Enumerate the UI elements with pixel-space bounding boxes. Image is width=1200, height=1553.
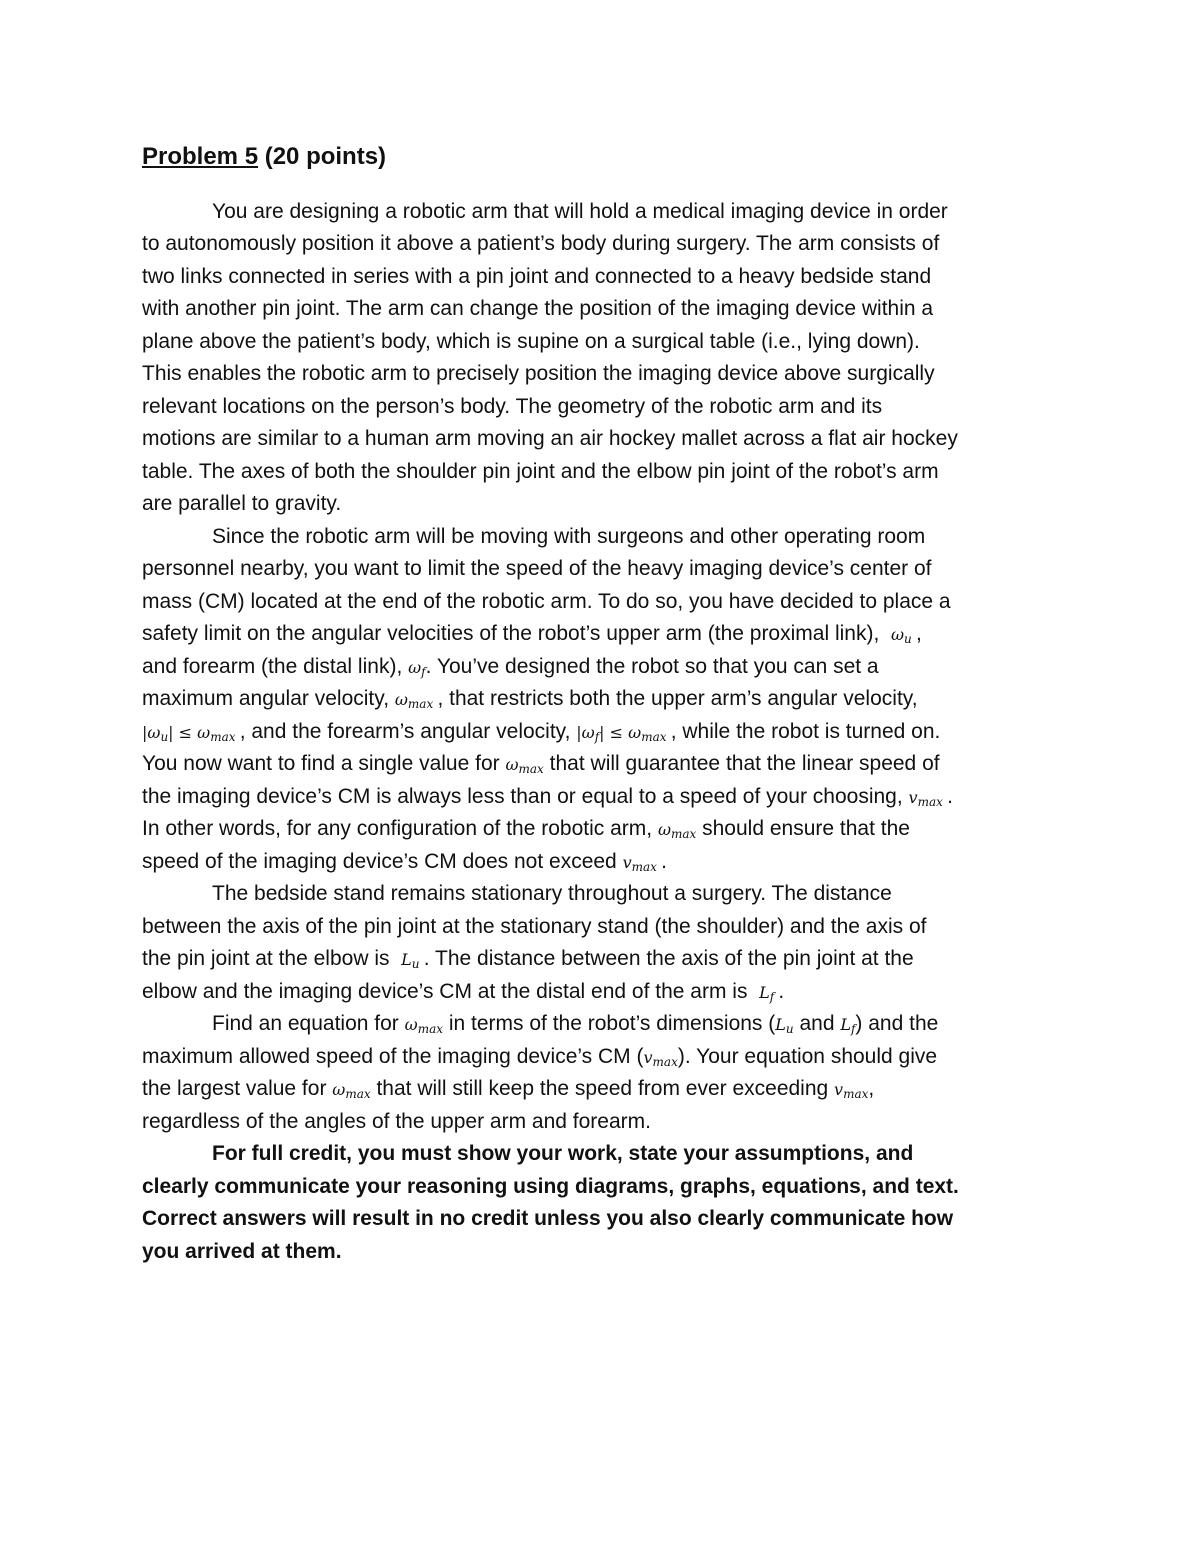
math-symbol: $v_{max}$ — [622, 852, 657, 874]
problem-text-line: the pin joint at the elbow is $L_u$ . The distance between the axis of the pin joint at the — [142, 947, 914, 972]
credit-note-line: For full credit, you must show your work, state your assumptions, and — [212, 1142, 914, 1166]
problem-text-line: speed of the imaging device’s CM does not exceed $v_{max}$ . — [142, 849, 667, 874]
credit-note-line: Correct answers will result in no credit unless you also clearly communicate how — [142, 1207, 954, 1231]
credit-note-line: you arrived at them. — [142, 1239, 342, 1263]
problem-text-line: the largest value for $\omega_{max}$ that will still keep the speed from ever exceeding $v_{max}$, — [142, 1077, 875, 1102]
problem-text-line: personnel nearby, you want to limit the speed of the heavy imaging device’s center of — [142, 557, 932, 581]
problem-text-line: and forearm (the distal link), $\omega_f$. You’ve designed the robot so that you can set a — [142, 654, 879, 679]
problem-text-line: You now want to find a single value for $\omega_{max}$ that will guarantee that the linear speed of — [142, 752, 940, 777]
math-symbol: $L_f$ — [759, 982, 775, 1004]
problem-text-line: This enables the robotic arm to precisely position the imaging device above surgically — [142, 362, 935, 386]
math-symbol: $\omega_{max}$ — [394, 690, 434, 712]
problem-text-line: In other words, for any configuration of the robotic arm, $\omega_{max}$ should ensure that the — [142, 817, 910, 842]
problem-text-line: table. The axes of both the shoulder pin joint and the elbow pin joint of the robot’s arm — [142, 459, 939, 483]
problem-text-line: elbow and the imaging device’s CM at the distal end of the arm is $L_f$ . — [142, 979, 785, 1004]
credit-note-line: clearly communicate your reasoning using diagrams, graphs, equations, and text. — [142, 1174, 959, 1198]
problem-text-line: with another pin joint. The arm can change the position of the imaging device within a — [142, 297, 934, 321]
math-symbol: $L_f$ — [840, 1015, 856, 1037]
problem-text-line: relevant locations on the person’s body. The geometry of the robotic arm and its — [142, 394, 883, 418]
problem-text-line: maximum angular velocity, $\omega_{max}$ , that restricts both the upper arm’s angular velocity, — [142, 687, 918, 712]
problem-points: (20 points) — [258, 143, 387, 170]
math-symbol: $L_u$ — [775, 1015, 794, 1037]
problem-text-line: maximum allowed speed of the imaging device’s CM $(v_{max})$. Your equation should give — [142, 1044, 938, 1069]
problem-text-line: two links connected in series with a pin joint and connected to a heavy bedside stand — [142, 264, 932, 288]
math-symbol: $\omega_{max}$ — [404, 1015, 443, 1037]
problem-page — [142, 140, 1060, 1268]
math-symbol: $\omega_{max}$ — [505, 755, 544, 777]
problem-text-line: between the axis of the pin joint at the stationary stand (the shoulder) and the axis of — [142, 914, 927, 938]
math-symbol: $v_{max}$ — [643, 1047, 678, 1069]
math-symbol: $|\omega_f| \le \omega_{max}$ — [576, 722, 667, 744]
math-symbol: $\omega_u$ — [890, 625, 912, 647]
problem-number: Problem 5 — [142, 143, 259, 170]
math-symbol: $v_{max}$ — [908, 787, 943, 809]
problem-text-line: Find an equation for $\omega_{max}$ in terms of the robot’s dimensions ($L_u$ and $L_f$) and the — [212, 1012, 939, 1037]
problem-text-line: safety limit on the angular velocities of the robot’s upper arm (the proximal link), $\omega_u$ , — [142, 622, 922, 647]
math-symbol: $|\omega_u| \le \omega_{max}$ — [142, 722, 236, 744]
math-symbol: $\omega_f$ — [408, 657, 426, 679]
problem-text-line: regardless of the angles of the upper arm and forearm. — [142, 1109, 651, 1133]
problem-text-line: are parallel to gravity. — [142, 492, 342, 516]
math-symbol: $L_u$ — [401, 950, 420, 972]
math-symbol: $v_{max}$ — [834, 1080, 869, 1102]
problem-text-line: mass (CM) located at the end of the robotic arm. To do so, you have decided to place a — [142, 589, 951, 613]
math-symbol: $\omega_{max}$ — [332, 1080, 371, 1102]
problem-text-line: Since the robotic arm will be moving with surgeons and other operating room — [212, 524, 926, 548]
math-symbol: $\omega_{max}$ — [657, 820, 697, 842]
problem-text-line: $|\omega_u| \le \omega_{max}$ , and the forearm’s angular velocity, $|\omega_f| \le \omega_{max}$ , while the robot is turned on. — [142, 719, 941, 744]
problem-text-line: You are designing a robotic arm that will hold a medical imaging device in order — [212, 199, 948, 223]
problem-text-line: the imaging device’s CM is always less than or equal to a speed of your choosing, $v_{max}$ . — [142, 784, 953, 809]
problem-title — [142, 140, 1060, 174]
problem-body — [142, 196, 1060, 1269]
problem-text-line: motions are similar to a human arm moving an air hockey mallet across a flat air hockey — [142, 427, 958, 451]
problem-text-line: plane above the patient’s body, which is supine on a surgical table (i.e., lying down). — [142, 329, 920, 353]
problem-text-line: to autonomously position it above a patient’s body during surgery. The arm consists of — [142, 232, 940, 256]
problem-text-line: The bedside stand remains stationary throughout a surgery. The distance — [212, 882, 892, 906]
